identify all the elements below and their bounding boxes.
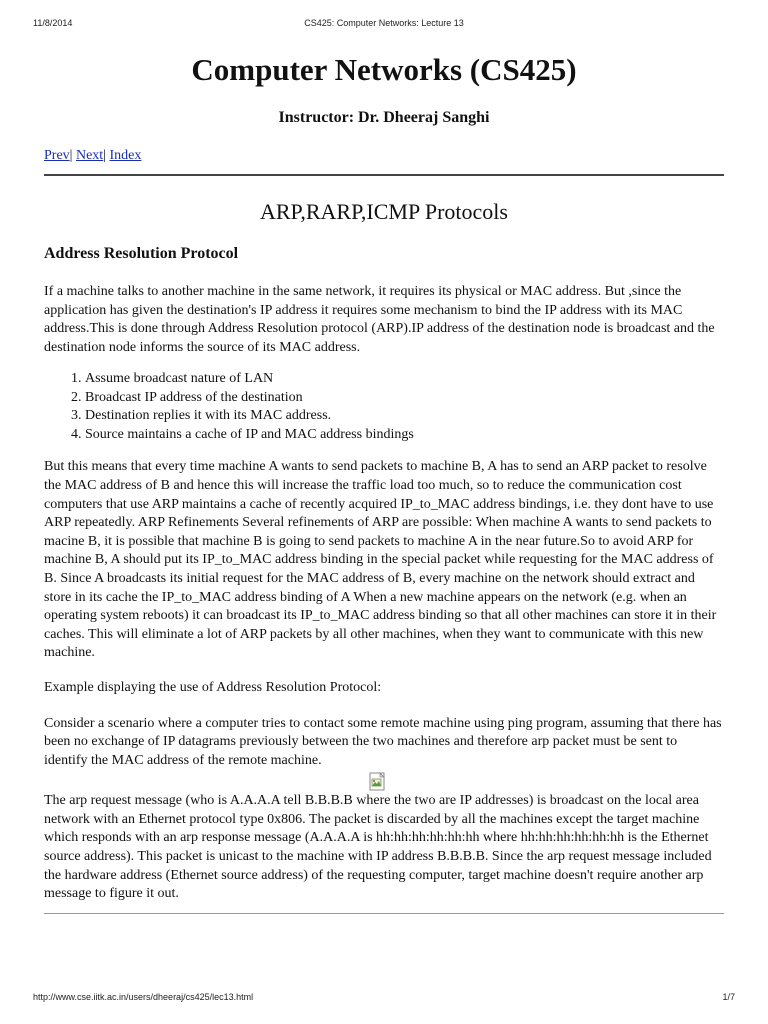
page-nav (44, 147, 724, 165)
print-header (0, 18, 768, 32)
site-title: Computer Networks (CS425) (191, 52, 577, 87)
list-item: 3. Destination replies it with its MAC address. (85, 407, 724, 426)
print-url: http://www.cse.iitk.ac.in/users/dheeraj/cs425/lec13.html (33, 992, 254, 1002)
top-divider (44, 174, 724, 176)
page-content (44, 44, 724, 914)
list-item: 4. Source maintains a cache of IP and MAC address bindings (85, 426, 724, 445)
arp-request-paragraph: The arp request message (who is A.A.A.A tell B.B.B.B where the two are IP addresses) is broadcast on the local area network with an Ethernet protocol type 0x806. The packet is discarded by all the machines except the target machine which responds with an arp response message (A.A.A.A is hh:hh:hh:hh:hh:hh where hh:hh:hh:hh:hh:hh is the Ethernet source address). This packet is unicast to the machine with IP address B.B.B.B. Since the arp request message included the hardware address (Ethernet source address) of the requesting computer, target machine doesn't require another arp message to figure it out. (44, 793, 712, 902)
broken-image-icon (369, 772, 387, 792)
print-footer (0, 992, 768, 1006)
instructor-line: Instructor: Dr. Dheeraj Sanghi (278, 109, 490, 126)
intro-paragraph: If a machine talks to another machine in the same network, it requires its physical or MAC address. But ,since the application has given the destination's IP address it requires some mechanism to bind the IP address with its MAC address.This is done through Address Resolution protocol (ARP).IP address of the destination node is broadcast and the destination node informs the source of its MAC address. (44, 284, 715, 355)
print-page-count: 1/7 (722, 992, 735, 1002)
arp-steps-list (44, 370, 724, 444)
nav-separator: | (103, 148, 107, 163)
index-link[interactable]: Index (109, 148, 142, 163)
print-page-title: CS425: Computer Networks: Lecture 13 (304, 18, 464, 28)
list-item: 2. Broadcast IP address of the destination (85, 389, 724, 408)
lecture-title: ARP,RARP,ICMP Protocols (260, 199, 508, 224)
section-title: Address Resolution Protocol (44, 245, 239, 262)
next-link[interactable]: Next (75, 148, 104, 163)
cache-paragraph: But this means that every time machine A wants to send packets to machine B, A has to send an ARP packet to resolve the MAC address of B and hence this will increase the traffic load too much, so to reduce the communication cost computers that use ARP maintains a cache of recently acquired IP_to_MAC address bindings, i.e. they dont have to use ARP repeatedly. ARP Refinements Several refinements of ARP are possible: When machine A wants to send packets to macine B, it is possible that machine B is going to send packets to machine A in the near future.So to avoid ARP for machine B, A should put its IP_to_MAC address binding in the special packet while requesting for the MAC address of B. Since A broadcasts its initial request for the MAC address of B, every machine on the network should extract and store in its cache the IP_to_MAC address binding of A When a new machine appears on the network (e.g. when an operating system reboots) it can broadcast its IP_to_MAC address binding so that all other machines can store it in their caches. This will eliminate a lot of ARP packets by all other machines, when they want to communicate with this new machine. (44, 459, 717, 661)
bottom-divider (44, 913, 724, 914)
print-date: 11/8/2014 (33, 18, 73, 28)
scenario-paragraph: Consider a scenario where a computer tries to contact some remote machine using ping program, assuming that there has been no exchange of IP datagrams previously between the two machines and therefore arp packet must be sent to identify the MAC address of the remote machine. (44, 715, 722, 768)
nav-separator: | (69, 148, 73, 163)
prev-link[interactable]: Prev (44, 148, 70, 163)
example-intro-paragraph: Example displaying the use of Address Resolution Protocol: (44, 679, 382, 695)
list-item: 1. Assume broadcast nature of LAN (85, 370, 724, 389)
